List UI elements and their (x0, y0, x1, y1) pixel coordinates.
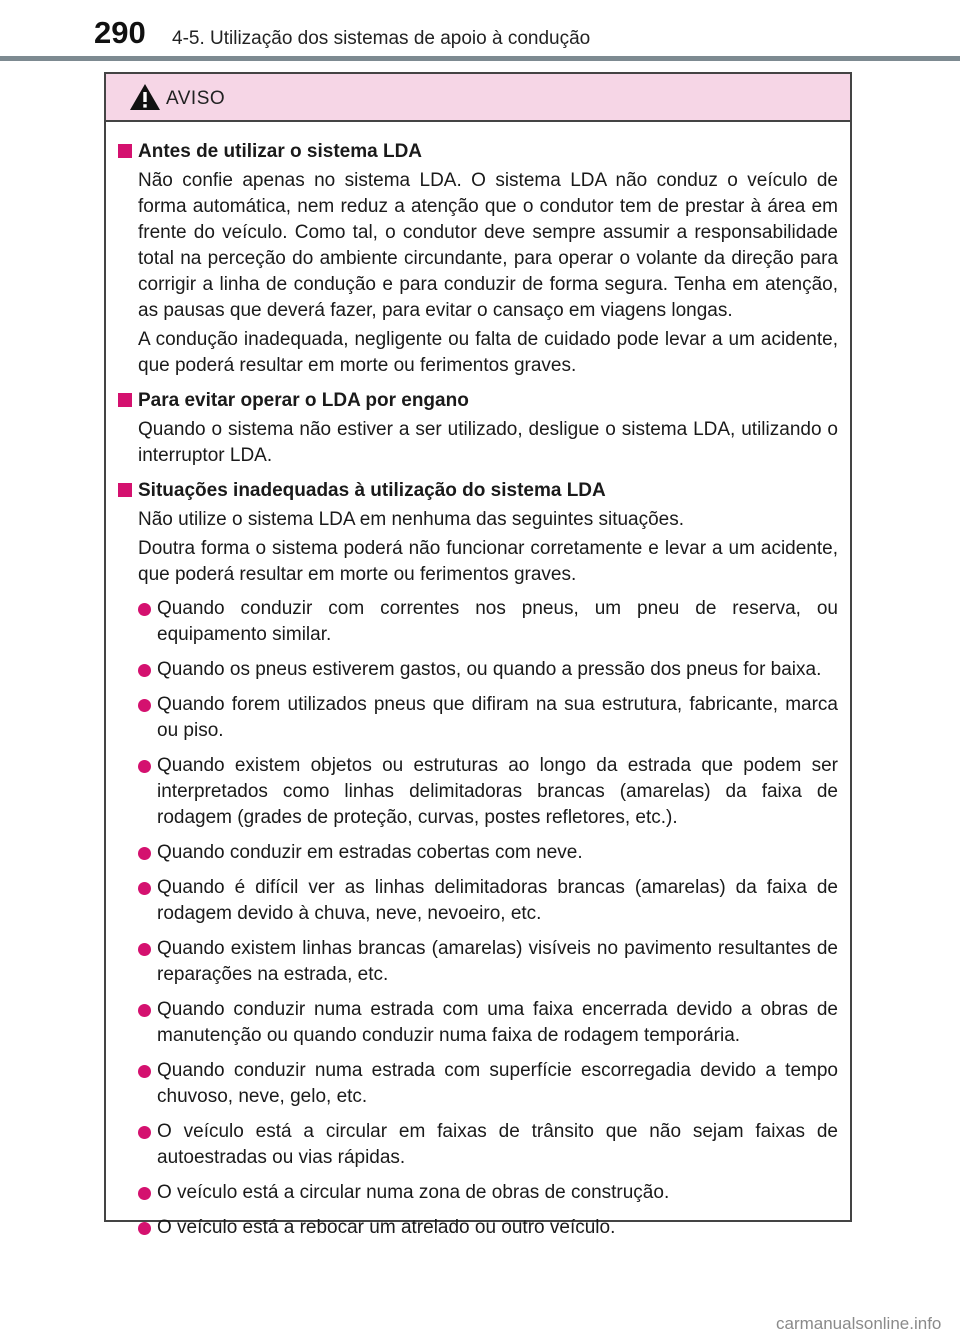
header-rule (0, 56, 960, 61)
section-paragraph: A condução inadequada, negligente ou falta de cuidado pode levar a um acidente, que poderá resultar em morte ou ferimentos graves. (138, 329, 838, 376)
circle-bullet-icon (138, 847, 151, 860)
watermark-logo: carmanualsonline.info (776, 1314, 942, 1333)
warning-body (106, 122, 850, 1241)
square-bullet-icon (118, 393, 132, 407)
list-item: Quando conduzir numa estrada com superfície escorregadia devido a tempo chuvoso, neve, gelo, etc. (138, 1058, 838, 1110)
list-item: Quando os pneus estiverem gastos, ou quando a pressão dos pneus for baixa. (138, 657, 838, 683)
list-item: O veículo está a rebocar um atrelado ou outro veículo. (138, 1215, 838, 1241)
section-inadequate-situations (116, 477, 838, 1241)
list-item: Quando existem linhas brancas (amarelas) visíveis no pavimento resultantes de reparações na estrada, etc. (138, 936, 838, 988)
circle-bullet-icon (138, 882, 151, 895)
section-avoid-mistake (116, 387, 838, 469)
warning-header (106, 74, 850, 122)
section-paragraph: Não utilize o sistema LDA em nenhuma das seguintes situações. (138, 509, 685, 530)
warning-label: AVISO (166, 88, 226, 109)
list-item: O veículo está a circular numa zona de obras de construção. (138, 1180, 838, 1206)
situation-list (116, 596, 838, 1241)
circle-bullet-icon (138, 943, 151, 956)
list-item: Quando forem utilizados pneus que difiram na sua estrutura, fabricante, marca ou piso. (138, 692, 838, 744)
list-item: O veículo está a circular em faixas de trânsito que não sejam faixas de autoestradas ou vias rápidas. (138, 1119, 838, 1171)
list-item: Quando conduzir numa estrada com uma faixa encerrada devido a obras de manutenção ou quando conduzir numa faixa de rodagem temporária. (138, 997, 838, 1049)
circle-bullet-icon (138, 1187, 151, 1200)
section-paragraph: Doutra forma o sistema poderá não funcionar corretamente e levar a um acidente, que poderá resultar em morte ou ferimentos graves. (138, 538, 838, 585)
list-item: Quando é difícil ver as linhas delimitadoras brancas (amarelas) da faixa de rodagem devido à chuva, neve, nevoeiro, etc. (138, 875, 838, 927)
page-number: 290 (94, 15, 146, 50)
list-item: Quando conduzir com correntes nos pneus, um pneu de reserva, ou equipamento similar. (138, 596, 838, 648)
section-title: 4-5. Utilização dos sistemas de apoio à condução (172, 28, 591, 49)
circle-bullet-icon (138, 664, 151, 677)
section-paragraph: Quando o sistema não estiver a ser utilizado, desligue o sistema LDA, utilizando o interruptor LDA. (138, 419, 838, 466)
list-item: Quando conduzir em estradas cobertas com neve. (138, 840, 838, 866)
circle-bullet-icon (138, 1126, 151, 1139)
warning-box (104, 72, 852, 1238)
circle-bullet-icon (138, 603, 151, 616)
page-header (0, 0, 960, 62)
circle-bullet-icon (138, 699, 151, 712)
section-paragraph: Não confie apenas no sistema LDA. O sistema LDA não conduz o veículo de forma automática, nem reduz a atenção que o condutor tem de prestar à área em frente do veículo. Como tal, o condutor deve sempre assumir a responsabilidade total na perceção do ambiente circundante, para operar o volante da direção para corrigir a linha de condução e para conduzir de forma segura. Tenha em atenção, as pausas que deverá fazer, para evitar o cansaço em viagens longas. (138, 170, 838, 321)
square-bullet-icon (118, 144, 132, 158)
list-item: Quando existem objetos ou estruturas ao longo da estrada que podem ser interpretados como linhas delimitadoras brancas (amarelas) da faixa de rodagem (grades de proteção, curvas, postes refletores, etc.). (138, 753, 838, 831)
square-bullet-icon (118, 483, 132, 497)
circle-bullet-icon (138, 1222, 151, 1235)
section-title-text: Para evitar operar o LDA por engano (138, 390, 469, 411)
circle-bullet-icon (138, 760, 151, 773)
warning-triangle-icon (128, 82, 162, 112)
circle-bullet-icon (138, 1004, 151, 1017)
circle-bullet-icon (138, 1065, 151, 1078)
section-title-text: Antes de utilizar o sistema LDA (138, 141, 423, 162)
section-before-use (116, 138, 838, 379)
section-title-text: Situações inadequadas à utilização do sistema LDA (138, 480, 606, 501)
